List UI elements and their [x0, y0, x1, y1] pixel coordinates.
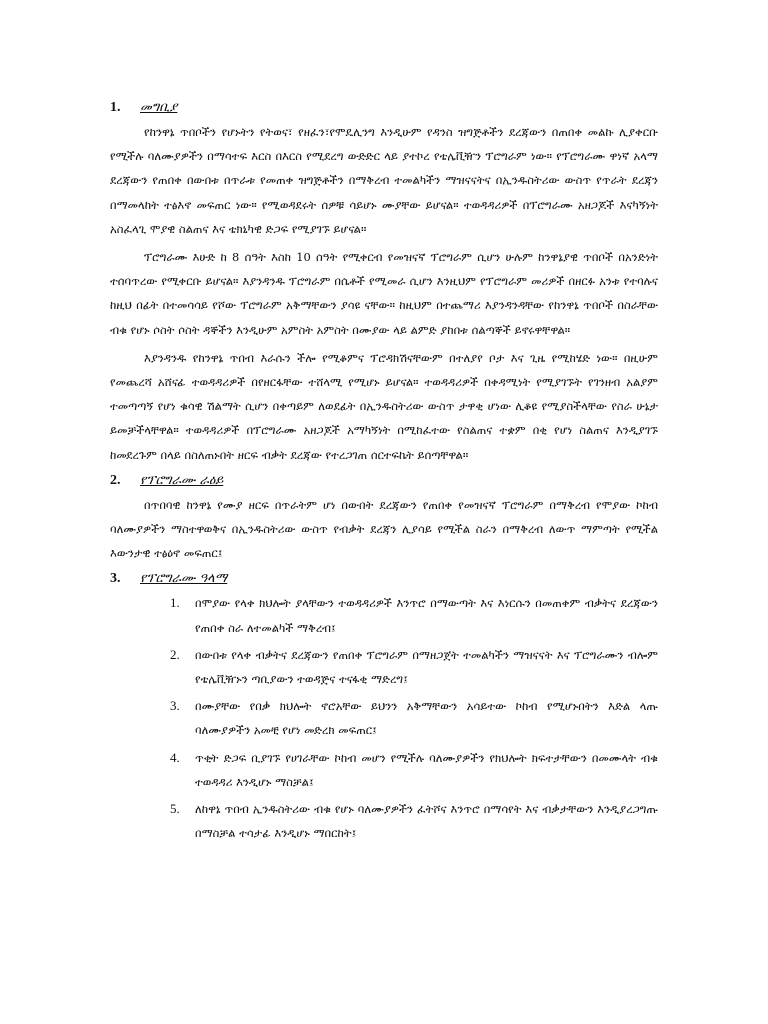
list-item	[170, 591, 658, 639]
paragraph: የከንዋኔ ጥበቦችን የሆኑትን የትወና፣ የዘፈን፣የሞዴሊንግ እንዲሁም የዳንስ ዝግጅቶችን ደረጃውን በጠበቀ መልኩ ሊያቀርቡ የሚችሉ ባለሙያዎችን በማሳተፍ እርስ በእርስ የሚደረግ ውድድር ላይ ያተኮረ የቴሌቪዥን ፕሮግራም ነው። የፕሮግራሙ ዋነኛ አላማ ደረጃውን የጠበቀ በውበቱ በጥራቱ የመጠቀ ዝግጅቶችን በማቅረብ ተመልካችን ማዝናናትና በኢንዱስትሪው ውስጥ የጥራት ደረጃን በማመላከት ተፅእኖ መፍጠር ነው። የሚወዳደሩት ሰዎቹ ሳይሆኑ ሙያቸው ይሆናል። ተወዳዳሪዎች በፕሮግራሙ አዘጋጆች እናካኝነት አስፈላጊ ሞያዊ ስልጠና እና ቴክኒካዊ ድጋፍ የሚያገኙ ይሆናል።	[110, 125, 658, 236]
section-title: መግቢያ	[140, 100, 178, 115]
item-number: 3.	[170, 698, 180, 714]
item-text: በሙያቸው የበቃ ክህሎት ኖሮአቸው ይህንን አቅማቸውን አሳይተው ኮከብ የሚሆኑበትን እድል ላጡ ባለሙያዎችን አመቺ የሆነ መድረክ መፍጠር፤	[195, 699, 658, 738]
item-text: ጥቂት ድጋፍ ቢያገኙ የሀገራቸው ኮከብ መሆን የሚችሉ ባለሙያዎችን የክህሎት ክፍተታቸውን በመሙላት ብቁ ተወዳዳሪ እንዲሆኑ ማስቻል፤	[195, 750, 658, 789]
objectives-list	[110, 591, 658, 845]
paragraph: እያንዳንዱ የከንዋኔ ጥበብ እራሱን ችሎ የሚቆምና ፕሮዳክሽናቸውም በተለያየ ቦታ እና ጊዜ የሚከሄድ ነው። በዚሁም የመጨረሻ አሸናፊ ተወዳዳሪዎች በየዘርፋቸው ተሸላሚ የሚሆኑ ይሆናል። ተወዳዳሪዎች በቀዳሚነት የሚያገኙት የገንዘብ አልያም ተመጣጣኝ የሆነ ቁሳዊ ሽልማት ሲሆን በቀጣይም ለወደፊት በኢንዱስትሪው ውስጥ ታዋቂ ሆነው ሊቆዩ የሚያስችላቸው የስራ ሁኔታ ይመቻችላቸዋል። ተወዳዳሪዎች በፕሮግራሙ አዘጋጆች አማካኝነት በሚከፈተው የስልጠና ተቋም በቂ የሆነ ስልጠና እንዲያገኙ ከመደረጉም በላይ በስለጠኑበት ዘርፍ ብቃት ደረጃው የተረጋገጠ ሰርተፍኬት ይሰጣቸዋል።	[110, 350, 658, 462]
item-text: ለከዋኔ ጥበብ ኢንዱስትሪው ብቁ የሆኑ ባለሙያዎችን ፈትሾና እንጥሮ በማሳየት እና ብቃታቸውን እንዲያረጋግጡ በማስቻል ተሳታፊ እንዲሆኑ ማበርከት፤	[195, 802, 658, 841]
section-introduction	[110, 98, 658, 467]
item-number: 4.	[170, 749, 180, 765]
list-item	[170, 746, 658, 794]
item-text: በውበቱ የላቀ ብቃትና ደረጃውን የጠበቀ ፕሮግራም በማዘጋጀት ተመልካችን ማዝናናት እና ፕሮግራሙን ብሎም የቴሌቪዥኑን ጣቢያውን ተወዳጅና ተናፋቂ ማድረግ፤	[195, 647, 658, 687]
section-title: የፕሮግራሙ ራዕይ	[140, 472, 224, 488]
section-number: 1.	[110, 100, 121, 115]
item-number: 2.	[170, 646, 180, 662]
section-heading	[110, 471, 658, 491]
item-text: በሞያው የላቀ ክህሎት ያላቸውን ተወዳዳሪዎች እንጥሮ በማውጣት እና እነርሱን በመጠቀም ብቃትና ደረጃውን የጠበቀ ስራ ለተመልካች ማቅረብ፤	[195, 596, 658, 635]
section-number: 2.	[110, 472, 121, 488]
section-number: 3.	[110, 571, 121, 587]
section-title: የፕሮግራሙ ዓላማ	[140, 571, 228, 587]
section-objectives	[110, 569, 658, 845]
paragraph: ፕሮግራሙ እሁድ ከ 8 ሰዓት እስከ 10 ሰዓት የሚቀርብ የመዝናኛ ፕሮግራም ሲሆን ሁሉም ከንዋኔያዊ ጥበቦች በአንድነት ተሰባጥረው የሚቀርቡ ይሆናል። እያንዳንዱ ፕሮግራም በሴቶች የሚመራ ሲሆን እንዚህም የፕሮግራም መሪዎች በዘርፉ አንቱ የተባሉና ከዚህ በፊት በተመሳሳይ የሾው ፕሮግራም አቅማቸውን ያሳዩ ናቸው። ከዚህም በተጨማሪ እያንዳንዳቸው የከንዋኔ ጥበቦች በስራቸው ብቁ የሆኑ ሶስት ሶስት ዳኞችን እንዲሁም አምስት አምስት በሙያው ላይ ልምድ ያከበቱ ሰልጣኞች ይኖሩዋቸዋል።	[110, 250, 658, 337]
paragraph: በጥበባዊ ከንዋኔ የሙያ ዘርፍ በጥራትም ሆነ በውበት ደረጃውን የጠበቀ የመዝናኛ ፕሮግራም በማቅረብ የሞያው ኮከብ ባለሙያዎችን ማስተዋወቅና በኢንዱስትሪው ውስጥ የብቃት ደረጃን ሊያሳይ የሚችል ስራን በማቅረብ ለውጥ ማምጣት የሚችል እውንታዊ ተፅዕኖ መፍጠር፤	[110, 497, 658, 561]
section-heading	[110, 569, 658, 589]
item-number: 1.	[170, 595, 180, 611]
list-item	[170, 797, 658, 845]
item-number: 5.	[170, 801, 180, 817]
section-heading	[110, 98, 658, 118]
list-item	[170, 643, 658, 691]
list-item	[170, 694, 658, 742]
section-vision	[110, 471, 658, 566]
